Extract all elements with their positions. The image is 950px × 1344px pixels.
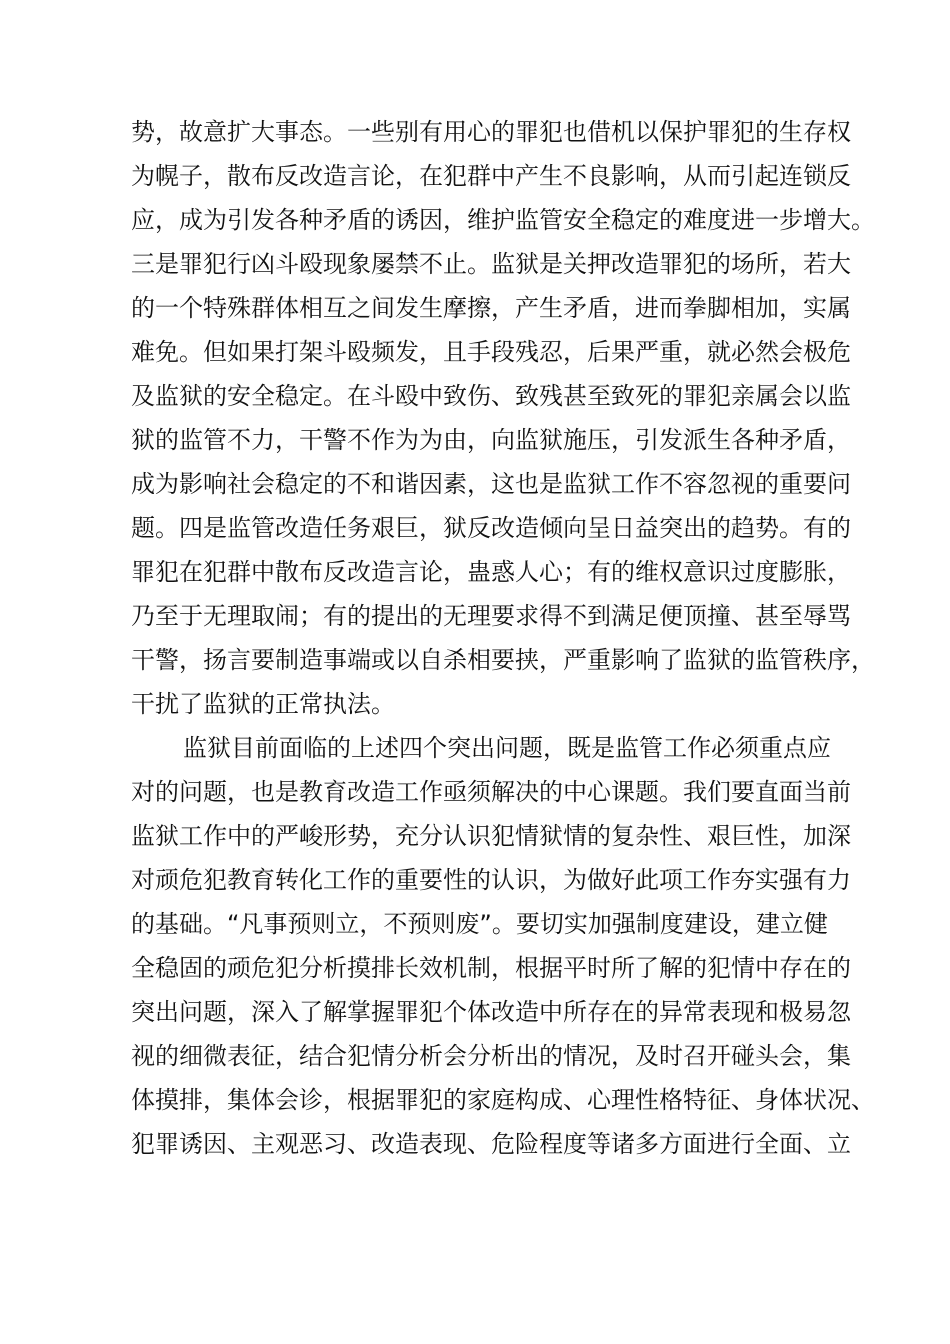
text-line: 对顽危犯教育转化工作的重要性的认识，为做好此项工作夯实强有力 [131, 866, 851, 894]
text-line: 三是罪犯行凶斗殴现象屡禁不止。监狱是关押改造罪犯的场所，若大 [131, 250, 851, 278]
text-line: 应，成为引发各种矛盾的诱因，维护监管安全稳定的难度进一步增大。 [131, 206, 875, 234]
text-line: 难免。但如果打架斗殴频发，且手段残忍，后果严重，就必然会极危 [131, 338, 851, 366]
text-line: 干扰了监狱的正常执法。 [131, 690, 395, 718]
text-line: 狱的监管不力，干警不作为为由，向监狱施压，引发派生各种矛盾， [131, 426, 851, 454]
text-line: 成为影响社会稳定的不和谐因素，这也是监狱工作不容忽视的重要问 [131, 470, 851, 498]
text-line: 突出问题，深入了解掌握罪犯个体改造中所存在的异常表现和极易忽 [131, 998, 851, 1026]
text-line: 及监狱的安全稳定。在斗殴中致伤、致残甚至致死的罪犯亲属会以监 [131, 382, 851, 410]
text-line: 为幌子，散布反改造言论，在犯群中产生不良影响，从而引起连锁反 [131, 162, 851, 190]
text-line: 全稳固的顽危犯分析摸排长效机制，根据平时所了解的犯情中存在的 [131, 954, 851, 982]
text-line: 监狱工作中的严峻形势，充分认识犯情狱情的复杂性、艰巨性，加深 [131, 822, 851, 850]
text-line: 对的问题，也是教育改造工作亟须解决的中心课题。我们要直面当前 [131, 778, 851, 806]
text-line: 视的细微表征，结合犯情分析会分析出的情况，及时召开碰头会，集 [131, 1042, 851, 1070]
text-line: 犯罪诱因、主观恶习、改造表现、危险程度等诸多方面进行全面、立 [131, 1130, 851, 1158]
text-line: 体摸排，集体会诊，根据罪犯的家庭构成、心理性格特征、身体状况、 [131, 1086, 875, 1114]
body-text [131, 110, 875, 1166]
text-line: 罪犯在犯群中散布反改造言论，蛊惑人心；有的维权意识过度膨胀， [131, 558, 851, 586]
text-line: 的一个特殊群体相互之间发生摩擦，产生矛盾，进而拳脚相加，实属 [131, 294, 851, 322]
text-line: 干警，扬言要制造事端或以自杀相要挟，严重影响了监狱的监管秩序， [131, 646, 875, 674]
text-line: 乃至于无理取闹；有的提出的无理要求得不到满足便顶撞、甚至辱骂 [131, 602, 851, 630]
text-line: 的基础。“凡事预则立，不预则废”。要切实加强制度建设，建立健 [131, 910, 828, 938]
text-line: 势，故意扩大事态。一些别有用心的罪犯也借机以保护罪犯的生存权 [131, 118, 851, 146]
text-line: 题。四是监管改造任务艰巨，狱反改造倾向呈日益突出的趋势。有的 [131, 514, 851, 542]
paragraph-start-line: 监狱目前面临的上述四个突出问题，既是监管工作必须重点应 [183, 734, 831, 762]
